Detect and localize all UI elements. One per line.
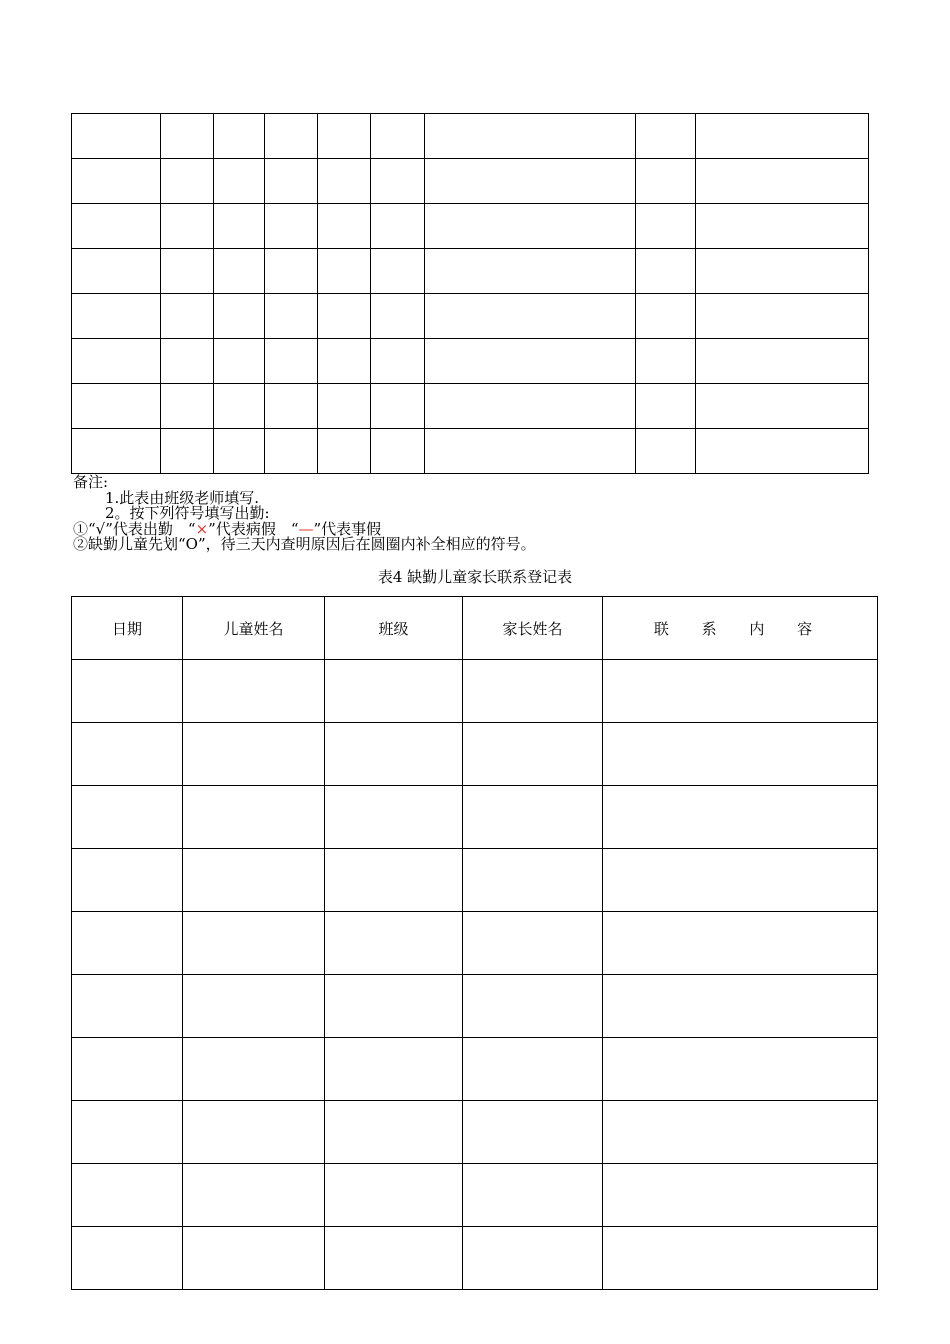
table-cell[interactable]	[214, 159, 265, 204]
table-cell[interactable]	[603, 1164, 878, 1227]
note-line-3-suffix: ”代表事假	[313, 519, 382, 538]
table-cell[interactable]	[183, 1101, 325, 1164]
table-cell[interactable]	[636, 204, 696, 249]
table-cell[interactable]	[425, 159, 636, 204]
table-cell[interactable]	[72, 975, 183, 1038]
table-cell[interactable]	[463, 1038, 603, 1101]
table-cell[interactable]	[425, 339, 636, 384]
table-cell[interactable]	[636, 384, 696, 429]
table-cell[interactable]	[325, 786, 463, 849]
table-cell[interactable]	[463, 975, 603, 1038]
contact-row	[72, 975, 878, 1038]
table-cell[interactable]	[318, 114, 371, 159]
table-cell[interactable]	[265, 294, 318, 339]
table-cell[interactable]	[371, 159, 425, 204]
table-cell[interactable]	[265, 114, 318, 159]
table-cell[interactable]	[696, 294, 869, 339]
table-cell[interactable]	[636, 339, 696, 384]
table-cell[interactable]	[636, 114, 696, 159]
table-cell[interactable]	[318, 384, 371, 429]
attendance-row	[72, 294, 869, 339]
header-class: 班级	[325, 597, 463, 660]
table-cell[interactable]	[72, 1227, 183, 1290]
attendance-row	[72, 114, 869, 159]
table-cell[interactable]	[371, 204, 425, 249]
table-cell[interactable]	[72, 660, 183, 723]
notes-heading: 备注:	[73, 473, 109, 491]
table-cell[interactable]	[72, 1101, 183, 1164]
header-parent-name: 家长姓名	[463, 597, 603, 660]
contact-row	[72, 786, 878, 849]
table-cell[interactable]	[463, 660, 603, 723]
table-cell[interactable]	[183, 660, 325, 723]
table-cell[interactable]	[72, 249, 161, 294]
table-cell[interactable]	[696, 114, 869, 159]
table-cell[interactable]	[325, 912, 463, 975]
notes-section	[73, 475, 893, 553]
table-cell[interactable]	[214, 294, 265, 339]
table-cell[interactable]	[72, 723, 183, 786]
table-cell[interactable]	[72, 159, 161, 204]
contact-row	[72, 660, 878, 723]
table-cell[interactable]	[636, 159, 696, 204]
table-cell[interactable]	[696, 159, 869, 204]
table-cell[interactable]	[265, 249, 318, 294]
table-cell[interactable]	[161, 114, 214, 159]
table-cell[interactable]	[325, 660, 463, 723]
table-cell[interactable]	[72, 1164, 183, 1227]
table-cell[interactable]	[425, 294, 636, 339]
table-cell[interactable]	[325, 723, 463, 786]
table-cell[interactable]	[214, 114, 265, 159]
table-cell[interactable]	[463, 912, 603, 975]
table-cell[interactable]	[603, 849, 878, 912]
table-cell[interactable]	[371, 249, 425, 294]
table-cell[interactable]	[161, 339, 214, 384]
attendance-row	[72, 429, 869, 474]
table-cell[interactable]	[603, 723, 878, 786]
note-line-1: 1.此表由班级老师填写.	[105, 488, 260, 507]
contact-row	[72, 1227, 878, 1290]
table-cell[interactable]	[183, 849, 325, 912]
table-cell[interactable]	[183, 1038, 325, 1101]
header-contact-content: 联 系 内 容	[603, 597, 878, 660]
attendance-row	[72, 204, 869, 249]
table-cell[interactable]	[183, 1164, 325, 1227]
table-cell[interactable]	[161, 204, 214, 249]
table-cell[interactable]	[325, 1101, 463, 1164]
table-cell[interactable]	[696, 249, 869, 294]
table-cell[interactable]	[72, 786, 183, 849]
table-cell[interactable]	[72, 339, 161, 384]
table-cell[interactable]	[371, 339, 425, 384]
table-cell[interactable]	[161, 159, 214, 204]
attendance-row	[72, 339, 869, 384]
table-cell[interactable]	[265, 204, 318, 249]
table-cell[interactable]	[265, 339, 318, 384]
table-cell[interactable]	[425, 249, 636, 294]
table-cell[interactable]	[325, 849, 463, 912]
attendance-row	[72, 159, 869, 204]
table-cell[interactable]	[265, 384, 318, 429]
table-cell[interactable]	[463, 723, 603, 786]
attendance-table	[71, 113, 869, 474]
table-cell[interactable]	[214, 204, 265, 249]
table-cell[interactable]	[371, 294, 425, 339]
contact-row	[72, 849, 878, 912]
note-line-4: ②缺勤儿童先划“O”，待三天内查明原因后在圆圈内补全相应的符号。	[73, 535, 536, 553]
table-cell[interactable]	[161, 429, 214, 474]
header-date: 日期	[72, 597, 183, 660]
table-cell[interactable]	[214, 249, 265, 294]
table-cell[interactable]	[371, 114, 425, 159]
table-cell[interactable]	[425, 114, 636, 159]
table-cell[interactable]	[603, 912, 878, 975]
table-cell[interactable]	[72, 294, 161, 339]
table-cell[interactable]	[325, 1164, 463, 1227]
table-cell[interactable]	[265, 429, 318, 474]
table-cell[interactable]	[161, 249, 214, 294]
table-cell[interactable]	[72, 204, 161, 249]
parent-contact-table	[71, 596, 878, 1290]
note-line-3-prefix: ①“√”代表出勤 “	[73, 519, 196, 538]
table-cell[interactable]	[318, 339, 371, 384]
table-cell[interactable]	[183, 975, 325, 1038]
table-cell[interactable]	[161, 384, 214, 429]
table-cell[interactable]	[696, 429, 869, 474]
table-cell[interactable]	[318, 204, 371, 249]
attendance-row	[72, 384, 869, 429]
table-cell[interactable]	[463, 786, 603, 849]
contact-row	[72, 1101, 878, 1164]
table-cell[interactable]	[183, 786, 325, 849]
table-cell[interactable]	[463, 849, 603, 912]
table-cell[interactable]	[463, 1101, 603, 1164]
personal-leave-symbol: —	[298, 519, 314, 538]
contact-row	[72, 1164, 878, 1227]
table-cell[interactable]	[214, 384, 265, 429]
table-cell[interactable]	[325, 1227, 463, 1290]
contact-row	[72, 912, 878, 975]
table-cell[interactable]	[325, 1038, 463, 1101]
table-cell[interactable]	[325, 975, 463, 1038]
attendance-row	[72, 249, 869, 294]
table-cell[interactable]	[214, 429, 265, 474]
table-cell[interactable]	[72, 429, 161, 474]
contact-row	[72, 723, 878, 786]
table-cell[interactable]	[72, 1038, 183, 1101]
table-cell[interactable]	[696, 384, 869, 429]
table-cell[interactable]	[603, 975, 878, 1038]
table-cell[interactable]	[636, 429, 696, 474]
contact-row	[72, 1038, 878, 1101]
table-cell[interactable]	[603, 786, 878, 849]
table-cell[interactable]	[318, 249, 371, 294]
table-cell[interactable]	[214, 339, 265, 384]
table-cell[interactable]	[265, 159, 318, 204]
table-cell[interactable]	[318, 159, 371, 204]
table-cell[interactable]	[72, 912, 183, 975]
table-cell[interactable]	[463, 1164, 603, 1227]
table-cell[interactable]	[183, 912, 325, 975]
table-cell[interactable]	[72, 384, 161, 429]
table-cell[interactable]	[371, 429, 425, 474]
table-cell[interactable]	[636, 294, 696, 339]
table-cell[interactable]	[696, 339, 869, 384]
table-cell[interactable]	[371, 384, 425, 429]
note-line-2: 2。按下列符号填写出勤:	[105, 504, 270, 522]
table-cell[interactable]	[425, 384, 636, 429]
table-cell[interactable]	[161, 294, 214, 339]
table-cell[interactable]	[183, 723, 325, 786]
sick-leave-symbol: ×	[195, 519, 209, 538]
table-cell[interactable]	[318, 294, 371, 339]
header-child-name: 儿童姓名	[183, 597, 325, 660]
table-cell[interactable]	[72, 114, 161, 159]
table-cell[interactable]	[425, 429, 636, 474]
table-cell[interactable]	[72, 849, 183, 912]
table-cell[interactable]	[696, 204, 869, 249]
table-cell[interactable]	[463, 1227, 603, 1290]
table4-header-row	[72, 597, 878, 660]
note-line-3-mid: ”代表病假 “	[208, 519, 299, 538]
table-cell[interactable]	[603, 1038, 878, 1101]
table-cell[interactable]	[183, 1227, 325, 1290]
table-cell[interactable]	[636, 249, 696, 294]
table-cell[interactable]	[603, 1101, 878, 1164]
table-cell[interactable]	[603, 1227, 878, 1290]
table-cell[interactable]	[318, 429, 371, 474]
table-cell[interactable]	[603, 660, 878, 723]
table4-caption: 表4 缺勤儿童家长联系登记表	[377, 568, 573, 586]
table-cell[interactable]	[425, 204, 636, 249]
